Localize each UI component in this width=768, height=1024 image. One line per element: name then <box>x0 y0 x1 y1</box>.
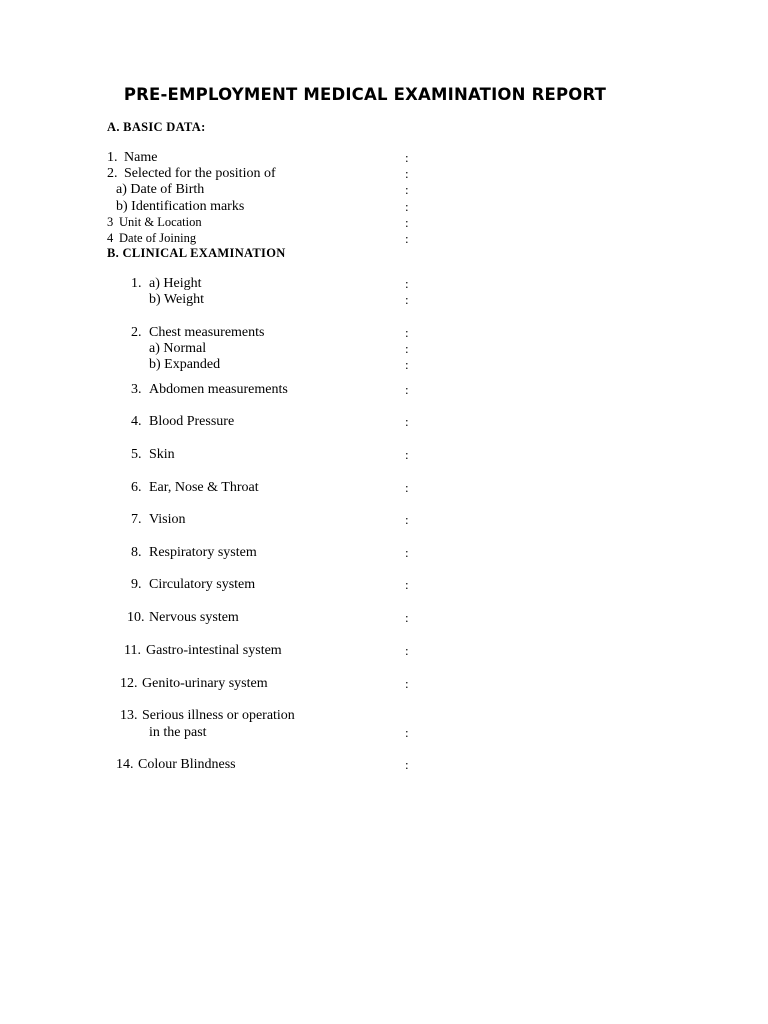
field-colon: : <box>405 292 409 307</box>
row-label: Name <box>124 150 158 165</box>
section-basic-data-heading: A. BASIC DATA: <box>107 120 206 134</box>
row-label: Blood Pressure <box>149 414 235 429</box>
form-row-circulatory <box>0 577 768 593</box>
field-colon: : <box>405 215 409 230</box>
row-number: 5. <box>131 447 142 462</box>
row-label: b) Weight <box>149 292 204 307</box>
field-colon: : <box>405 199 409 214</box>
row-label: Vision <box>149 512 186 527</box>
form-row-serious-illness <box>0 708 768 724</box>
form-row-ear-nose-throat <box>0 480 768 496</box>
field-colon: : <box>405 480 409 495</box>
field-colon: : <box>405 382 409 397</box>
field-colon: : <box>405 610 409 625</box>
field-colon: : <box>405 341 409 356</box>
row-number: 3. <box>131 382 142 397</box>
row-number: 6. <box>131 480 142 495</box>
field-colon: : <box>405 182 409 197</box>
row-label: a) Date of Birth <box>116 182 205 197</box>
row-label: Respiratory system <box>149 545 257 560</box>
field-colon: : <box>405 643 409 658</box>
row-number: 14. <box>116 757 134 772</box>
row-label: Nervous system <box>149 610 239 625</box>
row-label: a) Normal <box>149 341 207 356</box>
form-row-date-of-birth <box>0 182 768 198</box>
field-colon: : <box>405 166 409 181</box>
form-row-nervous <box>0 610 768 626</box>
form-row-respiratory <box>0 545 768 561</box>
row-number: 1. <box>107 150 118 165</box>
row-label: a) Height <box>149 276 202 291</box>
page-title: PRE-EMPLOYMENT MEDICAL EXAMINATION REPORT <box>123 85 607 104</box>
row-number: 10. <box>127 610 145 625</box>
form-row-chest-normal <box>0 341 768 357</box>
row-number: 2. <box>131 325 142 340</box>
form-row-height <box>0 276 768 292</box>
row-label: Unit & Location <box>119 215 202 229</box>
field-colon: : <box>405 150 409 165</box>
field-colon: : <box>405 276 409 291</box>
form-row-identification-marks <box>0 199 768 215</box>
form-row-serious-illness-cont <box>0 725 768 741</box>
form-row-unit-location <box>0 215 768 231</box>
row-label: Selected for the position of <box>124 166 276 181</box>
field-colon: : <box>405 414 409 429</box>
field-colon: : <box>405 577 409 592</box>
form-row-weight <box>0 292 768 308</box>
row-label: Skin <box>149 447 175 462</box>
field-colon: : <box>405 512 409 527</box>
form-row-gastro-intestinal <box>0 643 768 659</box>
row-number: 4. <box>131 414 142 429</box>
row-number: 1. <box>131 276 142 291</box>
row-label: b) Expanded <box>149 357 221 372</box>
form-row-genito-urinary <box>0 676 768 692</box>
field-colon: : <box>405 757 409 772</box>
row-number: 13. <box>120 708 138 723</box>
row-label: Chest measurements <box>149 325 265 340</box>
form-row-name <box>0 150 768 166</box>
form-row-chest-measurements <box>0 325 768 341</box>
row-number: 3 <box>107 215 114 229</box>
form-row-colour-blindness <box>0 757 768 773</box>
row-number: 7. <box>131 512 142 527</box>
row-label: in the past <box>149 725 207 740</box>
row-label: Colour Blindness <box>138 757 236 772</box>
row-number: 8. <box>131 545 142 560</box>
row-number: 2. <box>107 166 118 181</box>
field-colon: : <box>405 231 409 246</box>
section-clinical-heading: B. CLINICAL EXAMINATION <box>107 246 286 260</box>
field-colon: : <box>405 447 409 462</box>
row-label: Genito-urinary system <box>142 676 268 691</box>
row-label: Circulatory system <box>149 577 256 592</box>
form-row-position <box>0 166 768 182</box>
row-label: Serious illness or operation <box>142 708 295 723</box>
field-colon: : <box>405 357 409 372</box>
row-label: Abdomen measurements <box>149 382 288 397</box>
form-row-chest-expanded <box>0 357 768 373</box>
field-colon: : <box>405 725 409 740</box>
field-colon: : <box>405 545 409 560</box>
row-label: Date of Joining <box>119 231 197 245</box>
row-number: 9. <box>131 577 142 592</box>
form-row-abdomen <box>0 382 768 398</box>
form-row-skin <box>0 447 768 463</box>
field-colon: : <box>405 676 409 691</box>
form-row-vision <box>0 512 768 528</box>
row-number: 4 <box>107 231 114 245</box>
row-label: Gastro-intestinal system <box>146 643 282 658</box>
form-row-blood-pressure <box>0 414 768 430</box>
row-number: 12. <box>120 676 138 691</box>
field-colon: : <box>405 325 409 340</box>
row-number: 11. <box>124 643 141 658</box>
form-row-date-of-joining <box>0 231 768 247</box>
row-label: Ear, Nose & Throat <box>149 480 259 495</box>
row-label: b) Identification marks <box>116 199 245 214</box>
